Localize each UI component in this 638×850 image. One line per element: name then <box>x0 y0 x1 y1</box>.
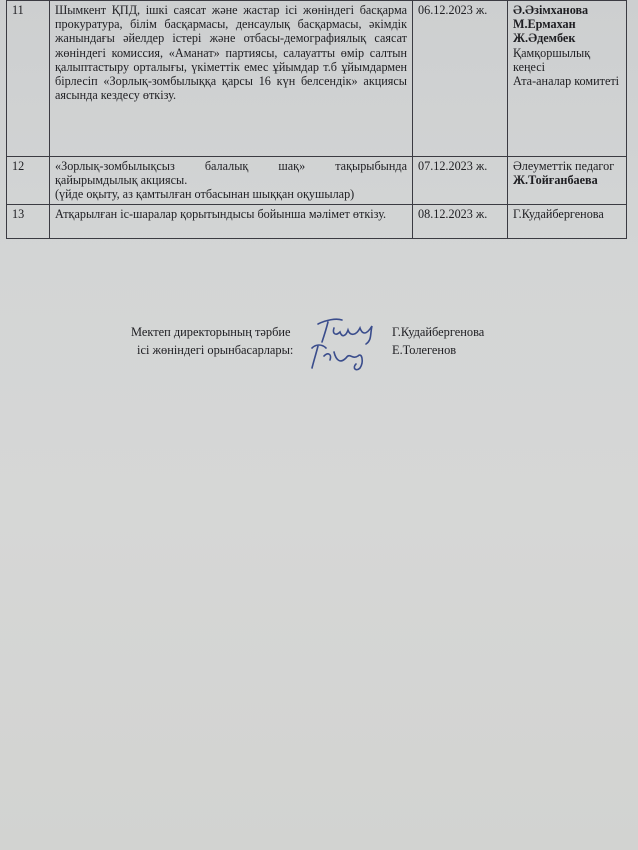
events-table <box>6 0 627 239</box>
responsible-cell <box>508 157 627 205</box>
responsible-name: Ә.Әзімханова <box>513 3 589 17</box>
signature-title-line2: ісі жөніндегі орынбасарлары: <box>137 343 294 357</box>
event-description: «Зорлық-зомбылықсыз балалық шақ» тақырыбында қайырымдылық акциясы. <box>55 159 407 188</box>
event-description-cell <box>50 157 413 205</box>
responsible-name: Г.Кудайбергенова <box>508 204 627 238</box>
responsible-name: Ж.Тойғанбаева <box>513 173 598 188</box>
event-note: (үйде оқыту, аз қамтылған отбасынан шыққан оқушылар) <box>55 187 355 202</box>
responsible-body: Қамқоршылық кеңесі <box>513 45 591 74</box>
signatory-name-1: Г.Кудайбергенова <box>392 325 485 339</box>
event-date: 08.12.2023 ж. <box>413 204 508 238</box>
responsible-role: Әлеуметтік педагог <box>513 159 615 173</box>
row-number: 13 <box>7 204 50 238</box>
responsible-cell <box>508 1 627 157</box>
signatory-name-2: Е.Толегенов <box>392 343 457 357</box>
handwritten-signature <box>306 314 386 372</box>
signature-title-line1: Мектеп директорының тәрбие <box>131 325 291 339</box>
event-date: 07.12.2023 ж. <box>413 157 508 205</box>
row-number: 12 <box>7 157 50 205</box>
table-row <box>7 204 627 238</box>
responsible-name: Ж.Әдембек <box>513 31 576 46</box>
table-row <box>7 157 627 205</box>
event-date: 06.12.2023 ж. <box>413 1 508 157</box>
responsible-body: Ата-аналар комитеті <box>513 74 620 89</box>
responsible-name: М.Ермахан <box>513 17 576 32</box>
table-row <box>7 1 627 157</box>
row-number: 11 <box>7 1 50 157</box>
event-description: Атқарылған іс-шаралар қорытындысы бойынша мәлімет өткізу. <box>50 204 413 238</box>
event-description: Шымкент ҚПД, ішкі саясат және жастар ісі жөніндегі басқарма прокуратура, білім басқармасы, денсаулық басқармасы, әкімдік жанындағы әйелдер істері және отбасы-демографиялық саясат жөніндегі комиссия, «Аманат» партиясы, салауатты өмір салтын қалыптастыру орталығы, үкіметтік емес ұйымдар т.б ұйымдармен бірлесіп «Зорлық-зомбылыққа қарсы 16 күн белсендік» акциясы аясында кездесу өткізу. <box>50 1 413 157</box>
